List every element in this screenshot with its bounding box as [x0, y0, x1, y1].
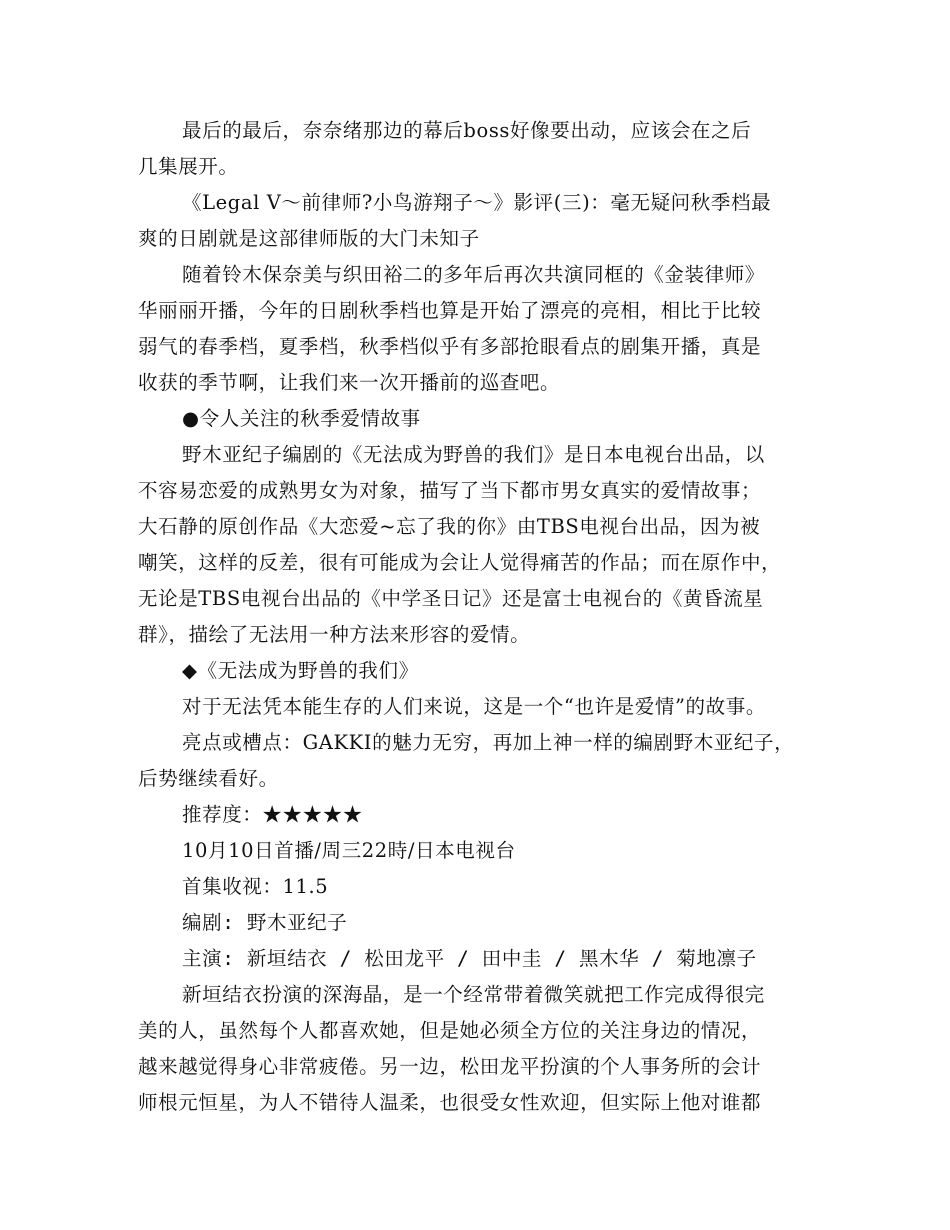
recommendation-rating: 推荐度：★★★★★ — [182, 803, 363, 826]
drama-title-heading: ◆《无法成为野兽的我们》 — [182, 659, 419, 682]
paragraph-line: 对于无法凭本能生存的人们来说，这是一个“也许是爱情”的故事。 — [182, 695, 766, 718]
paragraph-line: 不容易恋爱的成熟男女为对象，描写了当下都市男女真实的爱情故事； — [138, 479, 762, 502]
paragraph-line: 收获的季节啊，让我们来一次开播前的巡查吧。 — [138, 371, 561, 394]
paragraph-line: 几集展开。 — [138, 155, 239, 178]
paragraph-line: 嘲笑，这样的反差，很有可能成为会让人觉得痛苦的作品；而在原作中， — [138, 551, 782, 574]
paragraph-line: 新垣结衣扮演的深海晶，是一个经常带着微笑就把工作完成得很完 — [182, 983, 765, 1006]
paragraph-line: 师根元恒星，为人不错待人温柔，也很受女性欢迎，但实际上他对谁都 — [138, 1091, 762, 1114]
section-heading: ●令人关注的秋季爱情故事 — [182, 407, 421, 430]
paragraph-line: 随着铃木保奈美与织田裕二的多年后再次共演同框的《金装律师》 — [182, 263, 765, 286]
paragraph-line: 亮点或槽点：GAKKI的魅力无穷，再加上神一样的编剧野木亚纪子， — [182, 731, 795, 754]
cast-info: 主演: 新垣结衣 / 松田龙平 / 田中圭 / 黑木华 / 菊地凛子 — [182, 947, 757, 970]
document-body — [138, 113, 818, 1121]
paragraph-line: 大石静的原创作品《大恋爱~忘了我的你》由TBS电视台出品，因为被 — [138, 515, 761, 538]
paragraph-line: 美的人，虽然每个人都喜欢她，但是她必须全方位的关注身边的情况， — [138, 1019, 762, 1042]
paragraph-line: 弱气的春季档，夏季档，秋季档似乎有多部抢眼看点的剧集开播，真是 — [138, 335, 762, 358]
paragraph-line: 野木亚纪子编剧的《无法成为野兽的我们》是日本电视台出品，以 — [182, 443, 765, 466]
paragraph-line: 最后的最后，奈奈绪那边的幕后boss好像要出动，应该会在之后 — [182, 119, 752, 142]
paragraph-line: 后势继续看好。 — [138, 767, 279, 790]
paragraph-line: 无论是TBS电视台出品的《中学圣日记》还是富士电视台的《黄昏流星 — [138, 587, 764, 610]
paragraph-line: 群》，描绘了无法用一种方法来形容的爱情。 — [138, 623, 531, 646]
screenwriter-info: 编剧: 野木亚纪子 — [182, 911, 348, 934]
review-heading-line: 《Legal V～前律师?小鸟游翔子～》影评(三)：毫无疑问秋季档最 — [182, 191, 772, 214]
paragraph-line: 越来越觉得身心非常疲倦。另一边，松田龙平扮演的个人事务所的会计 — [138, 1055, 762, 1078]
paragraph-line: 华丽丽开播，今年的日剧秋季档也算是开始了漂亮的亮相，相比于比较 — [138, 299, 762, 322]
broadcast-info: 10月10日首播/周三22時/日本电视台 — [182, 839, 516, 862]
review-heading-line: 爽的日剧就是这部律师版的大门未知子 — [138, 227, 480, 250]
ratings-info: 首集收视：11.5 — [182, 875, 329, 898]
